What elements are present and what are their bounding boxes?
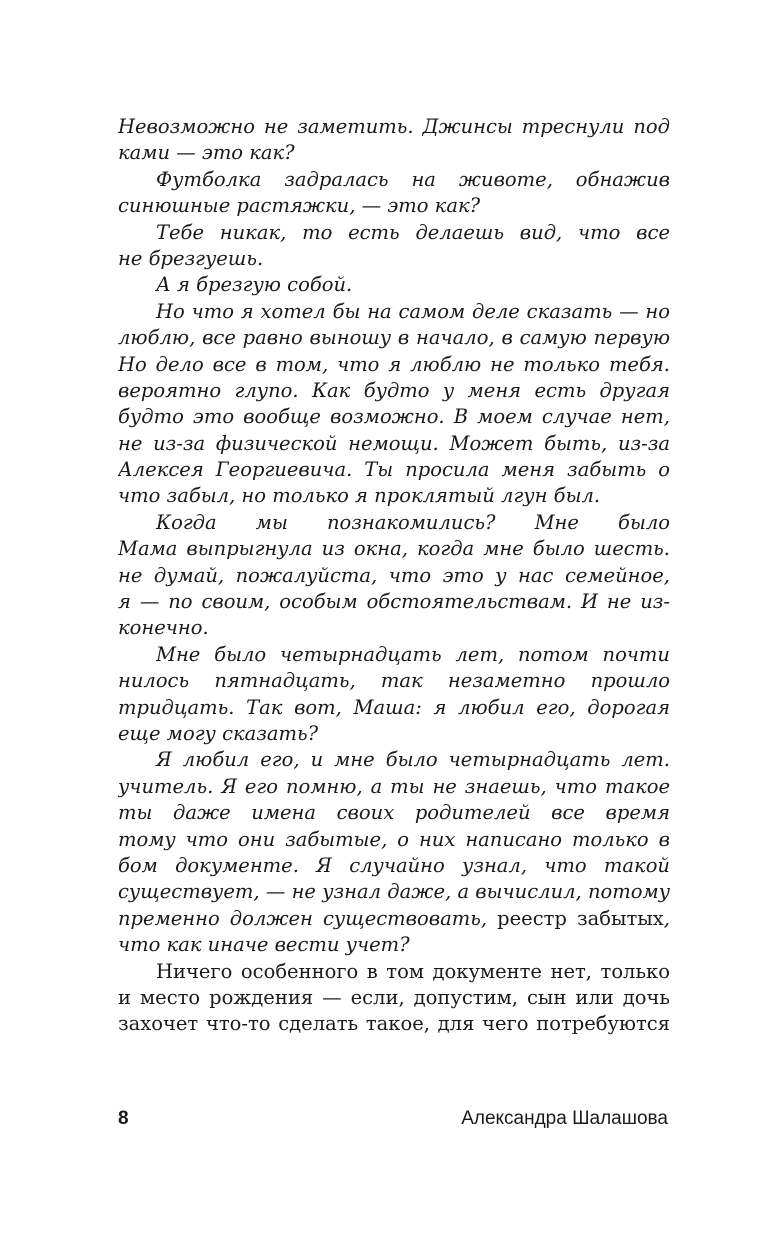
text-line: [118, 483, 670, 509]
text-line: [118, 853, 670, 879]
text-run: Мама выпрыгнула из окна, когда мне было шесть.: [118, 537, 670, 561]
text-line: [118, 167, 670, 193]
body-text: [118, 114, 670, 1038]
text-run: реестр забытых: [497, 906, 664, 930]
text-line: [118, 299, 670, 325]
text-line: [118, 325, 670, 351]
text-run: Но что я хотел бы на самом деле сказать — но: [156, 299, 670, 323]
text-run: существует, — не узнал даже, а вычислил, потому: [118, 880, 670, 904]
text-line: [118, 642, 670, 668]
text-run: захочет что-то сделать такое, для чего потребуются: [118, 1012, 670, 1036]
text-run: ты даже имена своих родителей все время: [118, 801, 670, 825]
text-line: [118, 563, 670, 589]
text-line: [118, 695, 670, 721]
text-run: Тебе никак, то есть делаешь вид, что все: [156, 220, 670, 244]
text-line: [118, 220, 670, 246]
text-line: [118, 668, 670, 694]
text-run: Но дело все в том, что я люблю не только тебя.: [118, 352, 670, 376]
text-run: Ничего особенного в том документе нет, только: [156, 959, 670, 983]
text-run: учитель. Я его помню, а ты не знаешь, что такое: [118, 774, 670, 798]
text-run: и место рождения — если, допустим, сын или дочь: [118, 985, 670, 1009]
text-line: [118, 140, 670, 166]
page-number: 8: [118, 1108, 129, 1129]
text-line: [118, 114, 670, 140]
text-line: [118, 800, 670, 826]
text-run: А я брезгую собой.: [156, 273, 353, 297]
text-run: не брезгуешь.: [118, 246, 264, 270]
text-line: [118, 721, 670, 747]
text-run: не из-за физической немощи. Может быть, из-за: [118, 431, 670, 455]
text-line: [118, 378, 670, 404]
text-run: не думай, пожалуйста, что это у нас семейное,: [118, 563, 670, 587]
text-run: еще могу сказать?: [118, 721, 319, 745]
text-line: [118, 404, 670, 430]
text-run: ками — это как?: [118, 141, 295, 165]
text-line: [118, 985, 670, 1011]
text-run: Мне было четырнадцать лет, потом почти: [156, 642, 670, 666]
text-line: [118, 431, 670, 457]
text-line: [118, 879, 670, 905]
running-footer-author: Александра Шалашова: [461, 1108, 668, 1129]
text-line: [118, 510, 670, 536]
text-run: Футболка задралась на животе, обнажив: [156, 167, 670, 191]
text-run: синюшные растяжки, — это как?: [118, 194, 481, 218]
text-line: [118, 827, 670, 853]
text-line: [118, 906, 670, 932]
text-run: ,: [663, 906, 670, 930]
text-line: [118, 774, 670, 800]
text-line: [118, 246, 670, 272]
text-line: [118, 1011, 670, 1037]
text-run: пременно должен существовать,: [118, 906, 498, 930]
text-line: [118, 932, 670, 958]
text-run: люблю, все равно выношу в начало, в самую первую: [118, 326, 670, 350]
text-run: что забыл, но только я проклятый лгун был.: [118, 484, 601, 508]
text-run: что как иначе вести учет?: [118, 933, 410, 957]
text-run: Когда мы познакомились? Мне было: [156, 510, 670, 534]
text-line: [118, 193, 670, 219]
text-line: [118, 747, 670, 773]
text-line: [118, 352, 670, 378]
text-line: [118, 536, 670, 562]
text-run: Алексея Георгиевича. Ты просила меня забыть о: [118, 458, 670, 482]
text-line: [118, 272, 670, 298]
text-run: вероятно глупо. Как будто у меня есть другая: [118, 378, 670, 402]
text-line: [118, 457, 670, 483]
text-run: бом документе. Я случайно узнал, что такой: [118, 853, 670, 877]
text-run: нилось пятнадцать, так незаметно прошло: [118, 669, 670, 693]
text-run: Невозможно не заметить. Джинсы треснули под: [118, 115, 670, 138]
text-run: будто это вообще возможно. В моем случае нет,: [118, 405, 670, 429]
text-run: Я любил его, и мне было четырнадцать лет.: [156, 748, 670, 772]
text-line: [118, 959, 670, 985]
text-run: тому что они забытые, о них написано только в: [118, 827, 670, 851]
text-run: я — по своим, особым обстоятельствам. И не из-: [118, 590, 670, 614]
text-run: тридцать. Так вот, Маша: я любил его, дорогая: [118, 695, 670, 719]
text-line: [118, 615, 670, 641]
text-line: [118, 589, 670, 615]
text-run: конечно.: [118, 616, 209, 640]
